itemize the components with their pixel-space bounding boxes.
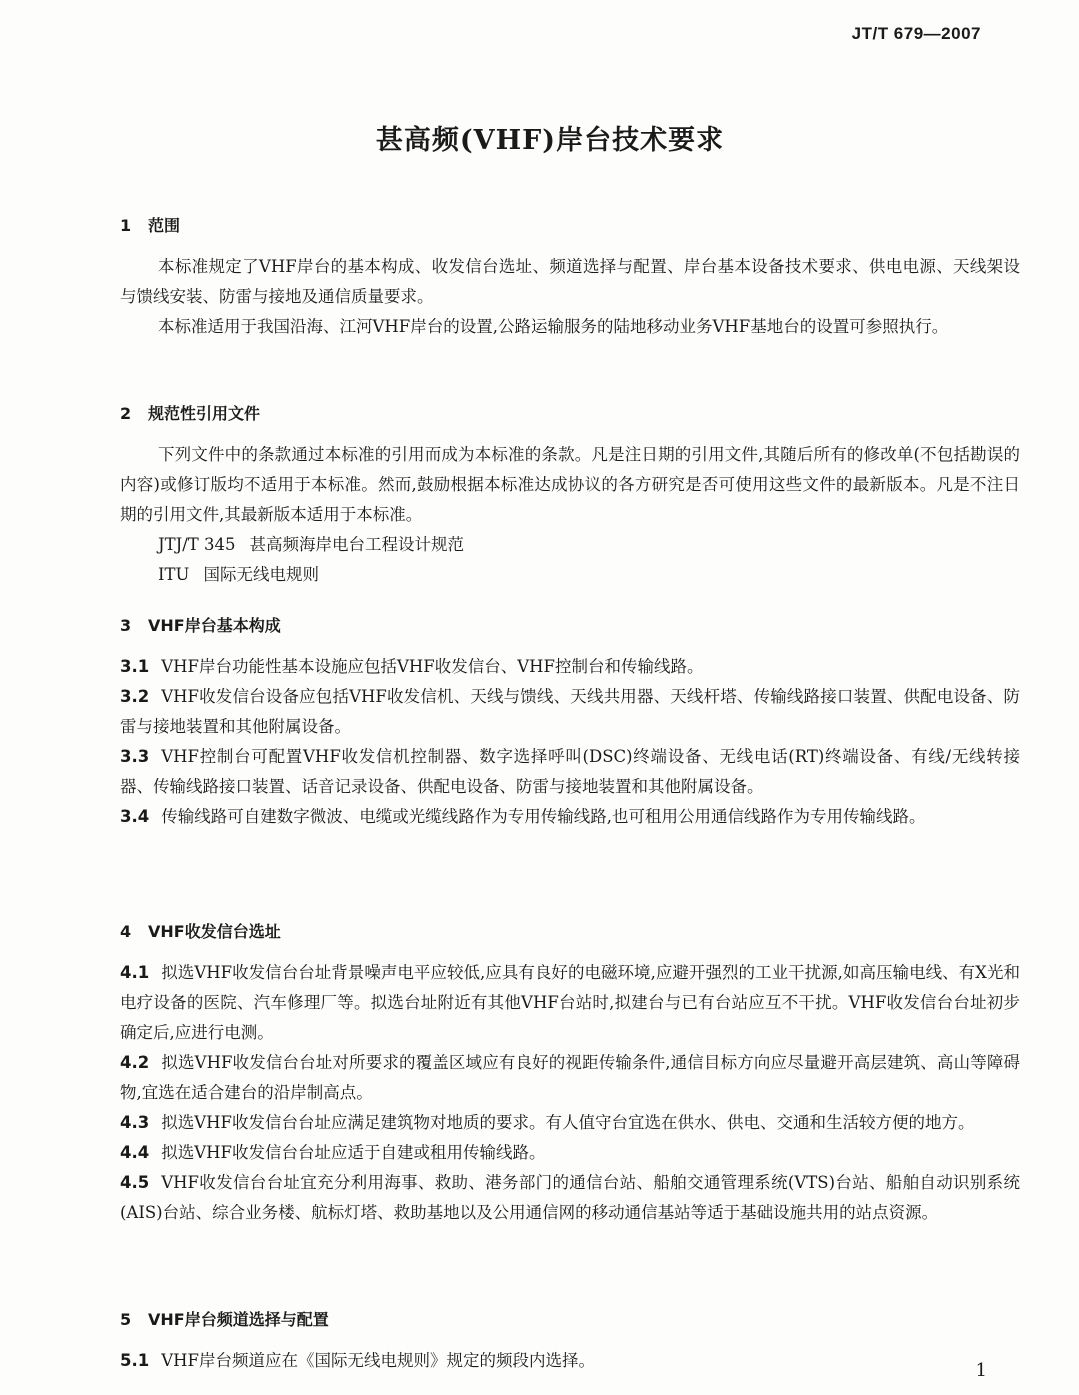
clause-text: 拟选VHF收发信台台址应适于自建或租用传输线路。 <box>161 1143 546 1162</box>
standard-code: JT/T 679—2007 <box>851 24 981 43</box>
clause-number: 4.4 <box>120 1143 150 1162</box>
clause <box>120 1108 1020 1138</box>
clause-text: VHF控制台可配置VHF收发信机控制器、数字选择呼叫(DSC)终端设备、无线电话(RT)终端设备、有线/无线转接器、传输线路接口装置、话音记录设备、供配电设备、防雷与接地装置和其他附属设备。 <box>120 747 1020 796</box>
section-heading <box>120 612 1020 640</box>
clause-number: 4.1 <box>120 963 150 982</box>
section-heading <box>120 212 1020 240</box>
clause-number: 4.3 <box>120 1113 150 1132</box>
reference-item <box>120 560 1020 590</box>
clause-text: 拟选VHF收发信台台址应满足建筑物对地质的要求。有人值守台宜选在供水、供电、交通和生活较方便的地方。 <box>161 1113 975 1132</box>
section-title: 范围 <box>148 216 181 235</box>
clause <box>120 802 1020 832</box>
clause <box>120 1168 1020 1228</box>
clause-number: 3.3 <box>120 747 150 766</box>
clause <box>120 1346 1020 1376</box>
clause-text: 拟选VHF收发信台台址背景噪声电平应较低,应具有良好的电磁环境,应避开强烈的工业干扰源,如高压输电线、有X光和电疗设备的医院、汽车修理厂等。拟选台址附近有其他VHF台站时,拟建台与已有台站应互不干扰。VHF收发信台台址初步确定后,应进行电测。 <box>120 963 1020 1042</box>
section-title: VHF岸台频道选择与配置 <box>148 1310 329 1329</box>
section-title: VHF收发信台选址 <box>148 922 281 941</box>
section-title: VHF岸台基本构成 <box>148 616 281 635</box>
section-title: 规范性引用文件 <box>148 404 261 423</box>
clause-text: VHF收发信台台址宜充分利用海事、救助、港务部门的通信台站、船舶交通管理系统(VTS)台站、船舶自动识别系统(AIS)台站、综合业务楼、航标灯塔、救助基地以及公用通信网的移动通信基站等适于基础设施共用的站点资源。 <box>120 1173 1020 1222</box>
reference-name: 甚高频海岸电台工程设计规范 <box>249 535 465 554</box>
section-2 <box>120 400 1020 612</box>
section-3 <box>120 612 1020 918</box>
section-5 <box>120 1306 1020 1376</box>
section-heading <box>120 400 1020 428</box>
clause-number: 3.1 <box>120 657 150 676</box>
clause-text: VHF收发信台设备应包括VHF收发信机、天线与馈线、天线共用器、天线杆塔、传输线路接口装置、供配电设备、防雷与接地装置和其他附属设备。 <box>120 687 1020 736</box>
clause-text: VHF岸台功能性基本设施应包括VHF收发信台、VHF控制台和传输线路。 <box>161 657 704 676</box>
paragraph: 下列文件中的条款通过本标准的引用而成为本标准的条款。凡是注日期的引用文件,其随后所有的修改单(不包括勘误的内容)或修订版均不适用于本标准。然而,鼓励根据本标准达成协议的各方研究是否可使用这些文件的最新版本。凡是不注日期的引用文件,其最新版本适用于本标准。 <box>120 445 1020 524</box>
clause-number: 4.2 <box>120 1053 150 1072</box>
section-number: 4 <box>120 922 132 941</box>
reference-code: ITU <box>158 565 190 584</box>
section-4 <box>120 918 1020 1306</box>
section-number: 5 <box>120 1310 132 1329</box>
section-heading <box>120 1306 1020 1334</box>
clause <box>120 1138 1020 1168</box>
section-1 <box>120 212 1020 400</box>
clause <box>120 958 1020 1048</box>
section-number: 2 <box>120 404 132 423</box>
section-heading <box>120 918 1020 946</box>
clause-number: 3.4 <box>120 807 150 826</box>
document-body <box>120 212 1020 1376</box>
document-title: 甚高频(VHF)岸台技术要求 <box>375 125 725 156</box>
clause <box>120 1048 1020 1108</box>
clause <box>120 682 1020 742</box>
clause <box>120 742 1020 802</box>
page-number: 1 <box>975 1360 987 1381</box>
clause-text: VHF岸台频道应在《国际无线电规则》规定的频段内选择。 <box>161 1351 595 1370</box>
paragraph: 本标准适用于我国沿海、江河VHF岸台的设置,公路运输服务的陆地移动业务VHF基地台的设置可参照执行。 <box>158 317 949 336</box>
clause-number: 3.2 <box>120 687 150 706</box>
section-number: 3 <box>120 616 132 635</box>
clause-number: 5.1 <box>120 1351 150 1370</box>
paragraph: 本标准规定了VHF岸台的基本构成、收发信台选址、频道选择与配置、岸台基本设备技术要求、供电电源、天线架设与馈线安装、防雷与接地及通信质量要求。 <box>120 257 1020 306</box>
clause-number: 4.5 <box>120 1173 150 1192</box>
reference-name: 国际无线电规则 <box>203 565 319 584</box>
clause <box>120 652 1020 682</box>
clause-text: 传输线路可自建数字微波、电缆或光缆线路作为专用传输线路,也可租用公用通信线路作为专用传输线路。 <box>161 807 926 826</box>
reference-item <box>120 530 1020 560</box>
reference-code: JTJ/T 345 <box>158 535 236 554</box>
clause-text: 拟选VHF收发信台台址对所要求的覆盖区域应有良好的视距传输条件,通信目标方向应尽量避开高层建筑、高山等障碍物,宜选在适合建台的沿岸制高点。 <box>120 1053 1020 1102</box>
section-number: 1 <box>120 216 132 235</box>
